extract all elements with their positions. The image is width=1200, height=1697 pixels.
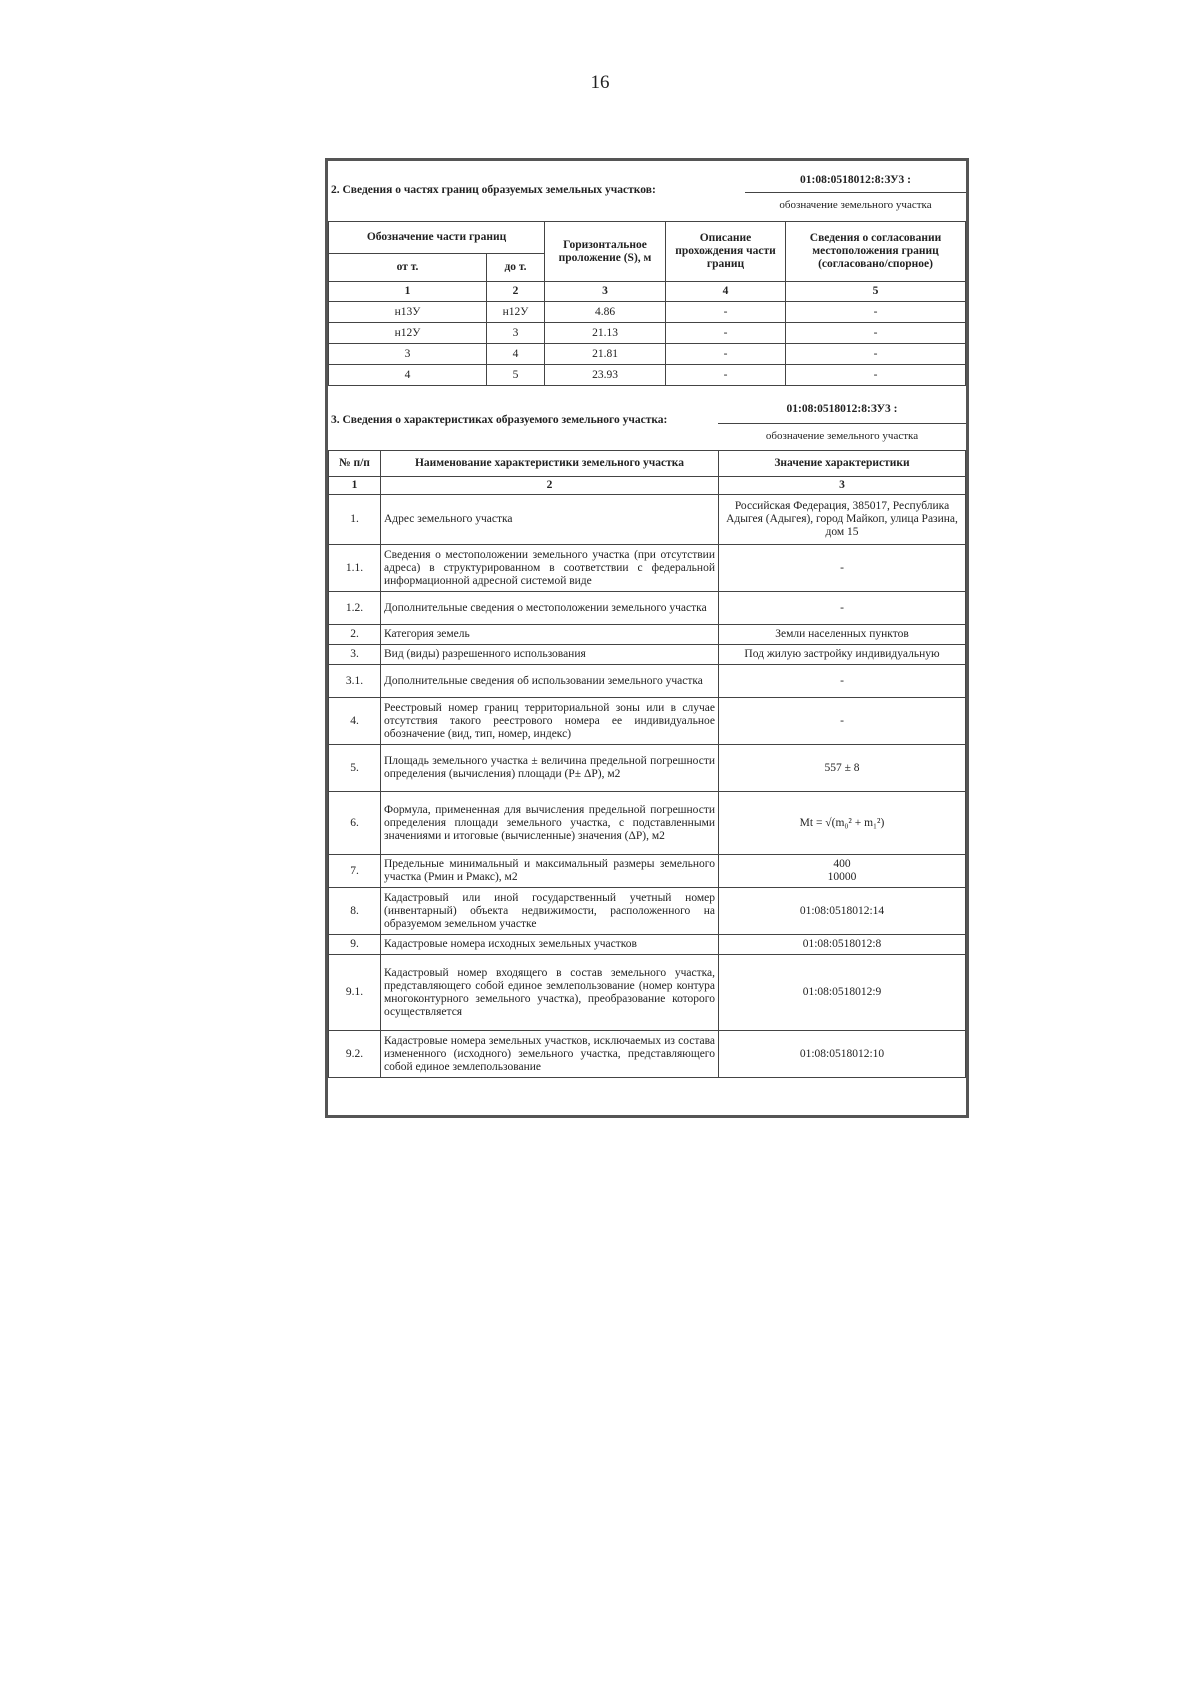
cadastral-document (325, 158, 969, 1118)
col-boundary-header: Обозначение части границ (329, 222, 545, 254)
table-row (329, 545, 966, 592)
col-to-header: до т. (487, 254, 545, 282)
section2-header (328, 161, 966, 219)
from-point: 4 (329, 365, 487, 386)
characteristic-name: Кадастровый или иной государственный учетный номер (инвентарный) объекта недвижимости, расположенного на образуемом земельном участке (381, 888, 719, 935)
to-point: 4 (487, 344, 545, 365)
characteristic-name: Кадастровые номера земельных участков, исключаемых из состава измененного (исходного) земельного участка, представляющего собой единое землепользование (381, 1031, 719, 1078)
col-number: 5 (786, 282, 966, 302)
col-name-header: Наименование характеристики земельного участка (381, 451, 719, 477)
characteristic-value: - (719, 545, 966, 592)
table-row (329, 888, 966, 935)
col-description-header: Описание прохождения части границ (666, 222, 786, 282)
table-row (329, 955, 966, 1031)
length-value: 4.86 (545, 302, 666, 323)
col-number: 1 (329, 477, 381, 495)
description-value: - (666, 323, 786, 344)
description-value: - (666, 302, 786, 323)
row-number: 9.1. (329, 955, 381, 1031)
characteristic-name: Площадь земельного участка ± величина предельной погрешности определения (вычисления) площади (Р± ΔР), м2 (381, 745, 719, 792)
col-number: 2 (381, 477, 719, 495)
section3-parcel-caption: обозначение земельного участка (765, 430, 919, 442)
row-number: 6. (329, 792, 381, 855)
table-row (329, 698, 966, 745)
table-row (329, 592, 966, 625)
agreement-value: - (786, 365, 966, 386)
table-row (329, 1031, 966, 1078)
characteristic-value: 01:08:0518012:14 (719, 888, 966, 935)
from-point: 3 (329, 344, 487, 365)
characteristic-value: 01:08:0518012:10 (719, 1031, 966, 1078)
section3-title: 3. Сведения о характеристиках образуемого земельного участка: (331, 413, 668, 426)
characteristic-name: Адрес земельного участка (381, 495, 719, 545)
section2-parcel-id: 01:08:0518012:8:ЗУ3 : (745, 168, 966, 193)
to-point: 5 (487, 365, 545, 386)
agreement-value: - (786, 302, 966, 323)
table-row (329, 625, 966, 645)
characteristic-name: Кадастровые номера исходных земельных участков (381, 935, 719, 955)
table-footer-row (329, 1078, 966, 1100)
table-row (329, 344, 966, 365)
characteristic-value: 01:08:0518012:9 (719, 955, 966, 1031)
characteristic-value: 400 10000 (719, 855, 966, 888)
table-row (329, 745, 966, 792)
page-number: 16 (590, 72, 610, 93)
characteristic-name: Сведения о местоположении земельного участка (при отсутствии адреса) в структурированном в соответствии с федеральной информационной адресной системой виде (381, 545, 719, 592)
description-value: - (666, 365, 786, 386)
characteristic-name: Реестровый номер границ территориальной зоны или в случае отсутствия такого реестрового номера ее индивидуальное обозначение (вид, тип, номер, индекс) (381, 698, 719, 745)
table-row (329, 792, 966, 855)
characteristic-name: Дополнительные сведения о местоположении земельного участка (381, 592, 719, 625)
row-number: 3.1. (329, 665, 381, 698)
col-number: 1 (329, 282, 487, 302)
characteristic-name: Категория земель (381, 625, 719, 645)
from-point: н12У (329, 323, 487, 344)
col-from-header: от т. (329, 254, 487, 282)
characteristic-name: Дополнительные сведения об использовании земельного участка (381, 665, 719, 698)
col-number: 3 (719, 477, 966, 495)
table-row (329, 645, 966, 665)
row-number: 9.2. (329, 1031, 381, 1078)
to-point: н12У (487, 302, 545, 323)
col-num-header: № п/п (329, 451, 381, 477)
section3-parcel-id: 01:08:0518012:8:ЗУ3 : (718, 397, 966, 424)
row-number: 9. (329, 935, 381, 955)
characteristic-name: Вид (виды) разрешенного использования (381, 645, 719, 665)
characteristic-value: 557 ± 8 (719, 745, 966, 792)
section2-title: 2. Сведения о частях границ образуемых земельных участков: (331, 183, 656, 196)
col-number: 3 (545, 282, 666, 302)
column-numbers-row (329, 282, 966, 302)
table-row (329, 365, 966, 386)
col-length-header: Горизонтальное проложение (S), м (545, 222, 666, 282)
table-row (329, 665, 966, 698)
length-value: 21.13 (545, 323, 666, 344)
from-point: н13У (329, 302, 487, 323)
characteristic-name: Кадастровый номер входящего в состав земельного участка, представляющего собой единое землепользование (номер контура многоконтурного земельного участка), преобразование которого осуществляется (381, 955, 719, 1031)
section3-header (328, 390, 966, 450)
row-number: 1. (329, 495, 381, 545)
row-number: 1.1. (329, 545, 381, 592)
boundary-parts-table (328, 221, 966, 386)
characteristic-name: Предельные минимальный и максимальный размеры земельного участка (Рмин и Рмакс), м2 (381, 855, 719, 888)
row-number: 7. (329, 855, 381, 888)
table-row (329, 323, 966, 344)
col-number: 2 (487, 282, 545, 302)
agreement-value: - (786, 344, 966, 365)
col-number: 4 (666, 282, 786, 302)
row-number: 8. (329, 888, 381, 935)
section2-parcel-caption: обозначение земельного участка (779, 199, 932, 211)
characteristic-value: Под жилую застройку индивидуальную (719, 645, 966, 665)
characteristic-value: Земли населенных пунктов (719, 625, 966, 645)
row-number: 5. (329, 745, 381, 792)
table-row (329, 302, 966, 323)
row-number: 3. (329, 645, 381, 665)
table-row (329, 495, 966, 545)
agreement-value: - (786, 323, 966, 344)
table-row (329, 935, 966, 955)
length-value: 23.93 (545, 365, 666, 386)
row-number: 4. (329, 698, 381, 745)
characteristic-value: 01:08:0518012:8 (719, 935, 966, 955)
characteristic-value: - (719, 698, 966, 745)
characteristic-value: - (719, 665, 966, 698)
col-value-header: Значение характеристики (719, 451, 966, 477)
characteristic-value: - (719, 592, 966, 625)
characteristic-name: Формула, примененная для вычисления предельной погрешности определения площади земельного участка, с подставленными значениями и итоговые (вычисленные) значения (ΔР), м2 (381, 792, 719, 855)
length-value: 21.81 (545, 344, 666, 365)
row-number: 1.2. (329, 592, 381, 625)
characteristics-table (328, 450, 966, 1100)
column-numbers-row (329, 477, 966, 495)
description-value: - (666, 344, 786, 365)
col-agreement-header: Сведения о согласовании местоположения границ (согласовано/спорное) (786, 222, 966, 282)
table-row (329, 855, 966, 888)
to-point: 3 (487, 323, 545, 344)
row-number: 2. (329, 625, 381, 645)
characteristic-value: Российская Федерация, 385017, Республика Адыгея (Адыгея), город Майкоп, улица Разина, дом 15 (719, 495, 966, 545)
characteristic-value: Mt = √(m₀² + m₁²) (719, 792, 966, 855)
